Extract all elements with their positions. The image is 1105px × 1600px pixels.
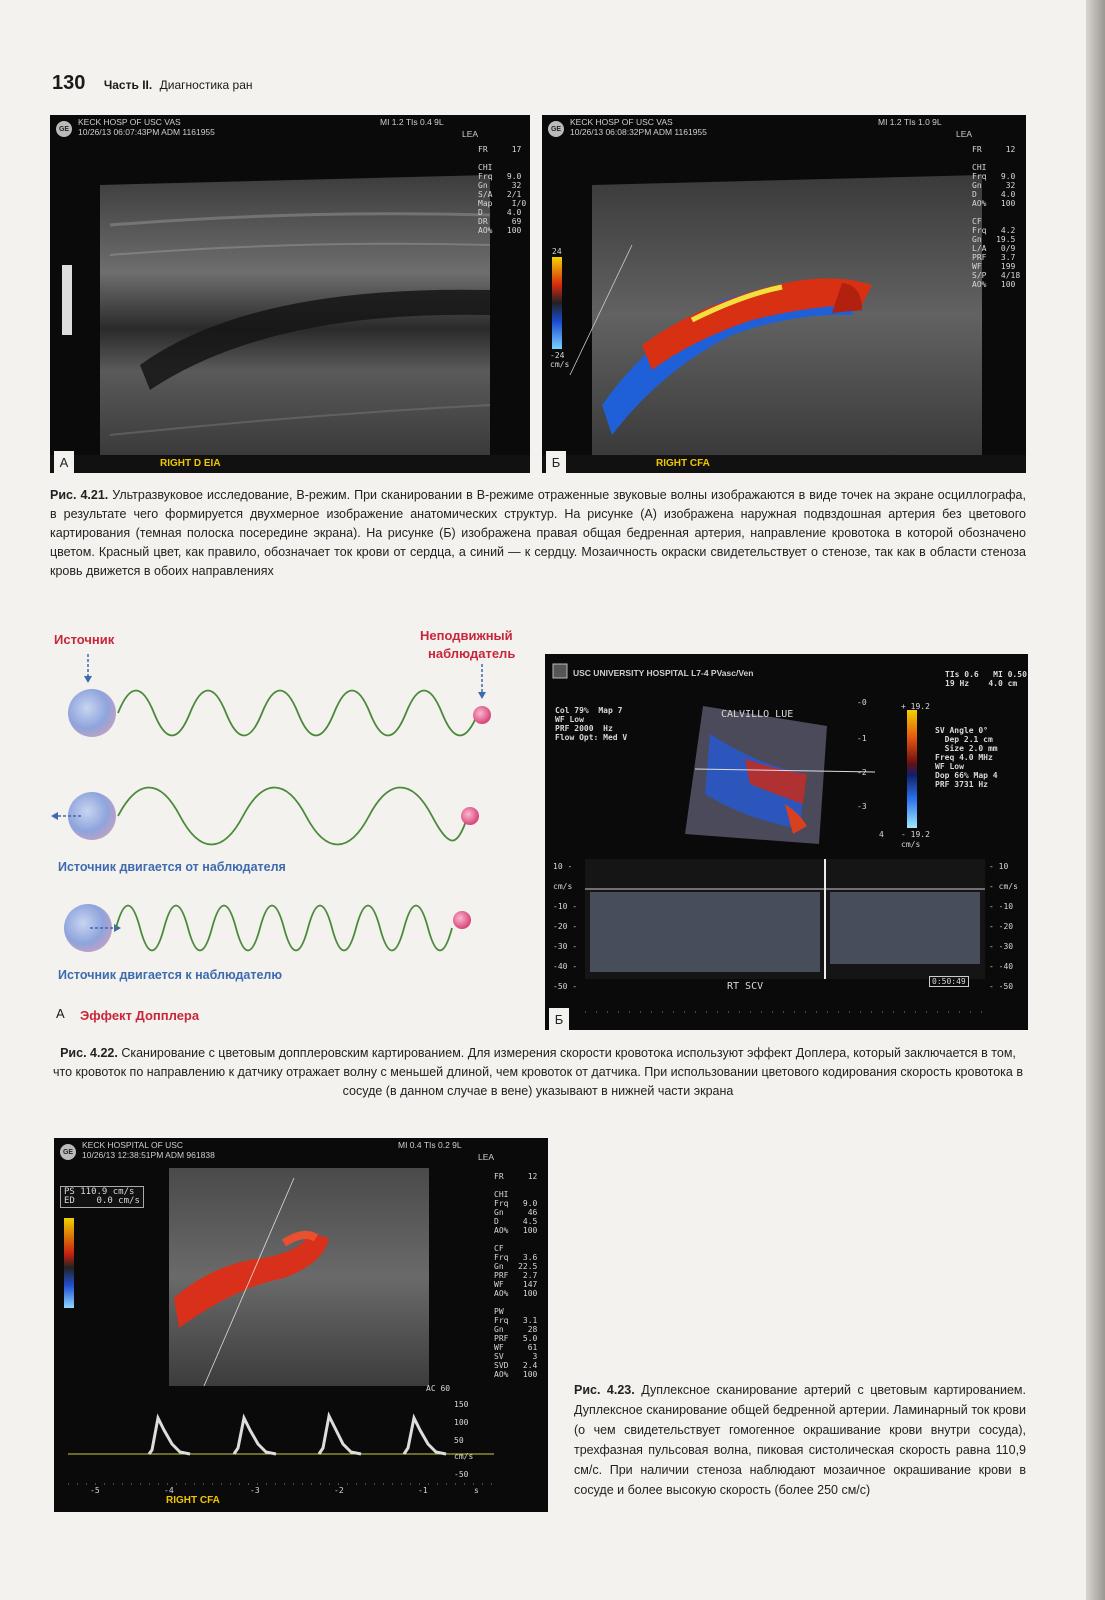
doppler-waves xyxy=(48,628,538,968)
velocity-tick: cm/s xyxy=(553,882,573,891)
header-part: Часть II. xyxy=(103,78,153,92)
velocity-tick: - -10 xyxy=(989,902,1014,911)
scale-bottom: -24 xyxy=(550,351,565,360)
away-label: Источник двигается от наблюдателя xyxy=(58,860,286,874)
panel-letter: А xyxy=(56,1006,65,1021)
source-label: Источник xyxy=(54,632,115,647)
velocity-tick: -10 - xyxy=(553,902,578,911)
toward-label: Источник двигается к наблюдателю xyxy=(58,968,283,982)
scan-date: 10/26/13 06:08:32PM ADM 1161955 xyxy=(570,127,707,137)
scan-params: FR 12 CHI Frq 9.0 Gn 32 D 4.0 AO% 100 CF Frq 4.2 Gn 19.5 L/A 0/9 PRF 3.7 WF 199 S/P 4/18 AO% 100 xyxy=(972,145,1021,289)
observer-label-1: Неподвижный xyxy=(420,628,513,643)
velocity-tick: -50 - xyxy=(553,982,578,991)
figure-caption-4-23 xyxy=(574,1380,1026,1500)
velocity-tick: cm/s xyxy=(454,1452,474,1461)
spectral-params: SV Angle 0° Dep 2.1 cm Size 2.0 mm Freq 4.0 MHz WF Low Dop 66% Map 4 PRF 3731 Hz xyxy=(935,726,998,789)
lea-label: LEA xyxy=(478,1152,495,1162)
figure-caption-4-22 xyxy=(50,1044,1026,1101)
depth-tick: -1 xyxy=(857,734,867,743)
hospital-name: USC UNIVERSITY HOSPITAL L7-4 PVasc/Ven xyxy=(573,668,754,678)
caption-number: Рис. 4.23. xyxy=(574,1383,635,1397)
velocity-tick: - cm/s xyxy=(989,882,1018,891)
ge-logo: GE xyxy=(56,121,72,137)
hospital-name: KECK HOSP OF USC VAS xyxy=(570,117,673,127)
image-label-bar xyxy=(50,455,530,473)
velocity-tick: -30 - xyxy=(553,942,578,951)
page-binding-edge xyxy=(1086,0,1105,1600)
panel-letter: А xyxy=(54,451,74,473)
depth-tick: 4 xyxy=(879,830,884,839)
scale-top: 24 xyxy=(552,247,562,256)
time-tick: s xyxy=(474,1486,479,1495)
ge-logo: GE xyxy=(548,121,564,137)
time-tick: -1 xyxy=(418,1486,428,1495)
scale-unit: cm/s xyxy=(901,840,921,849)
scan-params: FR 12 CHI Frq 9.0 Gn 46 D 4.5 AO% 100 CF Frq 3.6 Gn 22.5 PRF 2.7 WF 147 AO% 100 PW Frq 3.1 Gn 28 PRF 5.0 WF 61 SV 3 SVD 2.4 AO% 100 xyxy=(494,1172,538,1379)
velocity-tick: -40 - xyxy=(553,962,578,971)
observer-label-2: наблюдатель xyxy=(428,646,516,661)
panel-letter: Б xyxy=(546,451,566,473)
velocity-tick: - -20 xyxy=(989,922,1014,931)
mi-value: MI 1.2 TIs 0.4 9L xyxy=(380,117,444,127)
image-label-bar xyxy=(542,455,1026,473)
page-number: 130 xyxy=(52,72,86,94)
caption-number: Рис. 4.22. xyxy=(60,1046,118,1060)
scale-unit: cm/s xyxy=(550,360,570,369)
velocity-tick: 100 xyxy=(454,1418,469,1427)
mi-value: MI 0.4 TIs 0.2 9L xyxy=(398,1140,462,1150)
velocity-tick: - 10 xyxy=(989,862,1009,871)
caption-text: Сканирование с цветовым допплеровским картированием. Для измерения скорости кровотока используют эффект Доплера, который заключается в том, что кровоток по направлению к датчику отражает волну с меньшей длиной, чем кровоток от датчика. При использовании цветового кодирования скорость кровотока в сосуде (в данном случае в вене) указывают в нижней части экрана xyxy=(53,1046,1023,1098)
page-header xyxy=(52,72,253,95)
scan-date: 10/26/13 06:07:43PM ADM 1161955 xyxy=(78,127,215,137)
figure-caption-4-21 xyxy=(50,486,1026,581)
time-tick: -2 xyxy=(334,1486,344,1495)
scan-params: FR 17 CHI Frq 9.0 Gn 32 S/A 2/1 Map I/0 D 4.0 DR 69 AO% 100 xyxy=(478,145,527,235)
caption-number: Рис. 4.21. xyxy=(50,488,109,502)
depth-tick: -3 xyxy=(857,802,867,811)
ultrasound-image-23 xyxy=(54,1138,548,1512)
hospital-name: KECK HOSP OF USC VAS xyxy=(78,117,181,127)
timestamp: 0:50:49 xyxy=(929,976,969,987)
caption-text: Дуплексное сканирование артерий с цветовым картированием. Дуплексное сканирование общей бедренной артерии. Ламинарный ток крови (о чем свидетельствует гомогенное окрашивание крови внутри сосуда), трехфазная пульсовая волна, пиковая систолическая скорость равна 110,9 см/с. При наличии стеноза наблюдают мозаичное окрашивание крови в сосуде и более высокую скорость (более 250 см/с) xyxy=(574,1383,1026,1497)
ed-value: ED 0.0 cm/s xyxy=(64,1196,140,1206)
image-label: RIGHT CFA xyxy=(166,1495,220,1506)
tis-values: TIs 0.6 MI 0.50 19 Hz 4.0 cm xyxy=(945,670,1027,688)
ultrasound-image-21b xyxy=(542,115,1026,473)
color-params: Col 79% Map 7 WF Low PRF 2000 Hz Flow Opt: Med V xyxy=(555,706,628,742)
lea-label: LEA xyxy=(956,129,973,139)
bmode-scan xyxy=(50,115,530,473)
velocity-tick: 50 xyxy=(454,1436,464,1445)
depth-tick: -2 xyxy=(857,768,867,777)
scale-bottom: - 19.2 xyxy=(901,830,930,839)
velocity-readout xyxy=(60,1186,144,1208)
header-section: Диагностика ран xyxy=(159,78,253,92)
ultrasound-image-22b xyxy=(545,654,1028,1030)
ge-logo: GE xyxy=(60,1144,76,1160)
patient-name: CALVILLO LUE xyxy=(721,709,794,720)
ultrasound-image-21a xyxy=(50,115,530,473)
velocity-tick: -50 xyxy=(454,1470,469,1479)
image-label: RIGHT D EIA xyxy=(160,458,221,469)
mi-value: MI 1.2 TIs 1.0 9L xyxy=(878,117,942,127)
time-tick: -4 xyxy=(164,1486,174,1495)
velocity-tick: - -50 xyxy=(989,982,1014,991)
image-label: RT SCV xyxy=(727,981,764,992)
time-tick: -5 xyxy=(90,1486,100,1495)
scale-top: + 19.2 xyxy=(901,702,930,711)
velocity-tick: - -40 xyxy=(989,962,1014,971)
image-label: RIGHT CFA xyxy=(656,458,710,469)
hospital-name: KECK HOSPITAL OF USC xyxy=(82,1140,184,1150)
caption-text: Ультразвуковое исследование, В-режим. При сканировании в В-режиме отраженные звуковые волны изображаются в виде точек на экране осциллографа, в результате чего формируется двухмерное изображение анатомических структур. На рисунке (А) изображена наружная подвздошная артерия без цветового картирования (темная полоска посередине экрана). На рисунке (Б) изображена правая общая бедренная артерия, направление кровотока в которой обозначено цветом. Красный цвет, как правило, обозначает ток крови от сердца, а синий — к сердцу. Мозаичность окраски свидетельствует о стенозе, так как в области стеноза кровь движется в обоих направлениях xyxy=(50,488,1026,578)
depth-tick: -0 xyxy=(857,698,867,707)
velocity-tick: 10 - xyxy=(553,862,573,871)
panel-letter: Б xyxy=(549,1008,569,1030)
lea-label: LEA xyxy=(462,129,479,139)
velocity-tick: -20 - xyxy=(553,922,578,931)
scan-date: 10/26/13 12:38:51PM ADM 961838 xyxy=(82,1150,215,1160)
velocity-tick: - -30 xyxy=(989,942,1014,951)
ps-value: PS 110.9 cm/s xyxy=(64,1187,135,1197)
velocity-tick: 150 xyxy=(454,1400,469,1409)
time-tick: -3 xyxy=(250,1486,260,1495)
ac-value: AC 60 xyxy=(426,1384,451,1393)
color-doppler-scan xyxy=(542,115,1026,473)
doppler-diagram xyxy=(48,628,538,1028)
doppler-effect-label: Эффект Допплера xyxy=(80,1008,200,1023)
